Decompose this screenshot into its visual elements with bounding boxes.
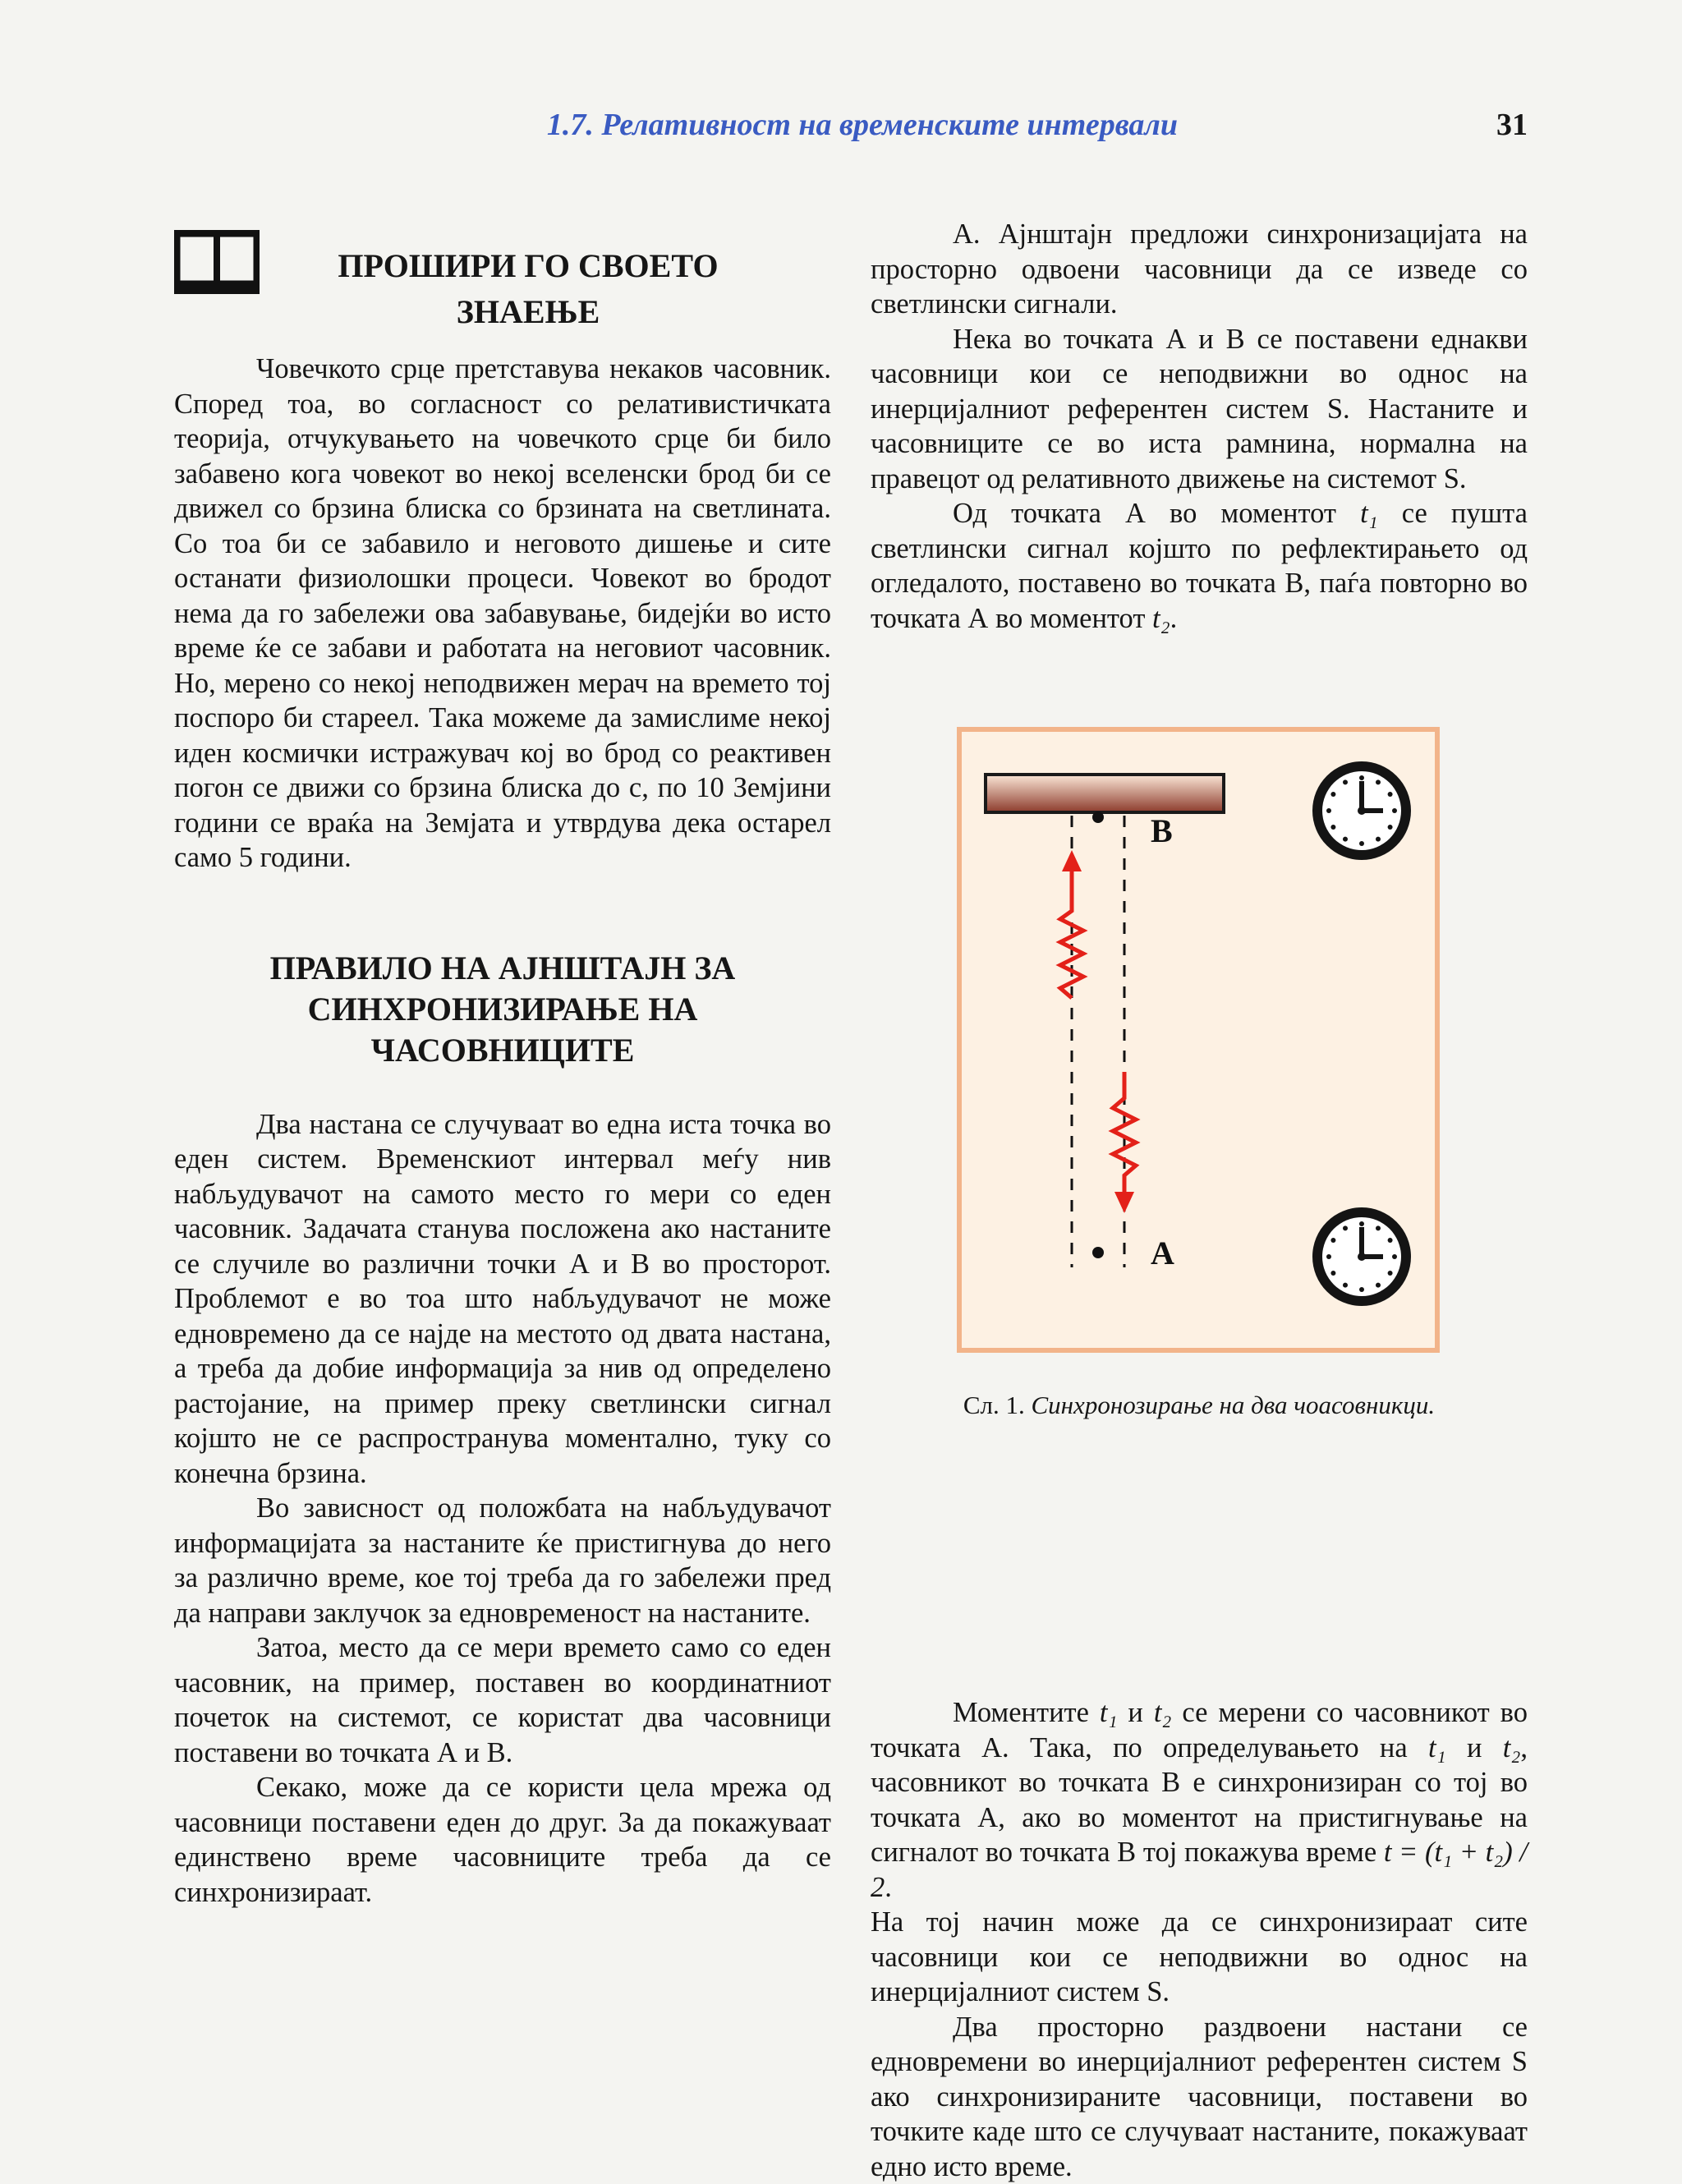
paragraph-all-clocks: На тој начин може да се синхронизираат сите часовници кои се неподвижни во однос на инерцијалниот систем S.: [871, 1905, 1528, 2010]
label-point-b: B: [1151, 812, 1173, 849]
moments-text-a: Моментите: [953, 1697, 1100, 1728]
point-a-dot: [1092, 1247, 1104, 1258]
signal-text-b: се пушта светлински сигнал којшто по рефлектирањето од огледалото, поставено во точката В, паѓа повторно во точката А во моментот: [871, 498, 1528, 634]
point-b-dot: [1092, 812, 1104, 823]
symbol-t2: t₂: [1503, 1732, 1521, 1763]
section-heading-line2: СИНХРОНИЗИРАЊЕ НА ЧАСОВНИЦИТЕ: [174, 989, 831, 1071]
symbol-t1: t₁: [1360, 498, 1378, 529]
clock-a-icon: [1312, 1207, 1411, 1306]
moments-text-b: и: [1117, 1697, 1153, 1728]
moments-text-f: .: [885, 1872, 892, 1903]
open-book-icon: [174, 230, 260, 296]
moments-text-e: , часовникот во точката В е синхронизиран со тој во точката А, ако во моментот на пристигнување на сигналот во точката В тој покажува време: [871, 1732, 1528, 1869]
paragraph-two-events: Два настана се случуваат во една иста точка во еден систем. Временскиот интервал меѓу нив набљудувачот на самото место го мери со еден часовник. Задачата станува посложена ако настаните се случиле во различни точки А и В во просторот. Проблемот е во тоа што набљудувачот не може едновремено да се најде на местото од двата настана, а треба да добие информација за нив од определено растојание, на пример преку светлински сигнал којшто не се распространува моментално, туку со конечна брзина.: [174, 1107, 831, 1492]
symbol-t1: t₁: [1428, 1732, 1446, 1763]
clock-b-icon: [1312, 761, 1411, 860]
signal-text-a: Од точката А во моментот: [953, 498, 1360, 529]
paragraph-heart-clock: Човечкото срце претставува некаков часовник. Според тоа, во согласност со релативистичката теорија, отчукувањето на човечкото срце би било забавено кога човекот во некој вселенски брод би се движел со брзина блиска со брзината на светлината. Со тоа би се забавило и неговото дишење и сите останати физиолошки процеси. Човекот во бродот нема да го забележи ова забавување, бидејќи во исто време ќе се забави и работата на неговиот часовник. Но, мерено со некој неподвижен мерач на времето тој поспоро би стареел. Така можеме да замислиме некој иден космички истражувач кој во брод со реактивен погон се движи со брзина блиска до c, по 10 Земјини години се враќа на Земјата и утврдува дека остарел само 5 години.: [174, 352, 831, 876]
symbol-t2: t₂: [1154, 1697, 1172, 1728]
mirror: [986, 775, 1224, 812]
section-heading: [174, 948, 831, 1071]
paragraph-clocks-setup: Нека во точката А и В се поставени еднакви часовници кои се неподвижни во однос на инерцијалниот референтен систем S. Настаните и часовниците се во иста рамнина, нормална на правецот од релативното движење на системот S.: [871, 322, 1528, 497]
left-column: [174, 222, 831, 1910]
page-number: 31: [1478, 107, 1528, 143]
box-heading-line2: ЗНАЕЊЕ: [274, 289, 782, 335]
signal-text-c: .: [1170, 603, 1178, 634]
moments-text-c: се мерени со часовникот во точката А. Така, по определувањето на: [871, 1697, 1528, 1763]
sync-formula: t = (t₁ + t₂) / 2: [871, 1837, 1528, 1903]
symbol-t1: t₁: [1100, 1697, 1118, 1728]
figure-caption-prefix: Сл. 1.: [963, 1391, 1025, 1419]
paragraph-moments: [871, 1695, 1528, 1905]
sync-figure: [957, 727, 1440, 1353]
running-header-title: 1.7. Релативност на временските интервали: [534, 107, 1191, 143]
paragraph-two-clocks: Затоа, место да се мери времето само со еден часовник, на пример, поставен во координатниот почеток на системот, се користат два часовници поставени во точката А и В.: [174, 1630, 831, 1770]
label-point-a: A: [1151, 1235, 1174, 1271]
paragraph-observer-position: Во зависност од положбата на набљудувачот информацијата за настаните ќе пристигнува до него за различно време, кое тој треба да го забележи пред да направи заклучок за едновременост на настаните.: [174, 1491, 831, 1630]
paragraph-einstein-proposal: А. Ајнштајн предложи синхронизацијата на просторно одвоени часовници да се изведе со светлински сигнали.: [871, 217, 1528, 322]
section-heading-line1: ПРАВИЛО НА АЈНШТАЈН ЗА: [174, 948, 831, 989]
moments-text-d: и: [1446, 1732, 1503, 1763]
figure-caption: [871, 1391, 1528, 1420]
paragraph-simultaneous: Два просторно раздвоени настани се едновремени во инерцијалниот референтен систем S ако синхронизираните часовници, поставени во точките каде што се случуваат настаните, покажуваат едно исто време.: [871, 2010, 1528, 2184]
symbol-t2: t₂: [1152, 603, 1170, 634]
paragraph-clock-network: Секако, може да се користи цела мрежа од часовници поставени еден до друг. За да покажуваат единствено време часовниците треба да се синхронизираат.: [174, 1770, 831, 1910]
box-heading: [174, 222, 831, 335]
box-heading-line1: ПРОШИРИ ГО СВОЕТО: [274, 243, 782, 289]
paragraph-signal: [871, 496, 1528, 636]
figure-caption-text: Синхронозирање на два чоасовникци.: [1032, 1391, 1436, 1419]
